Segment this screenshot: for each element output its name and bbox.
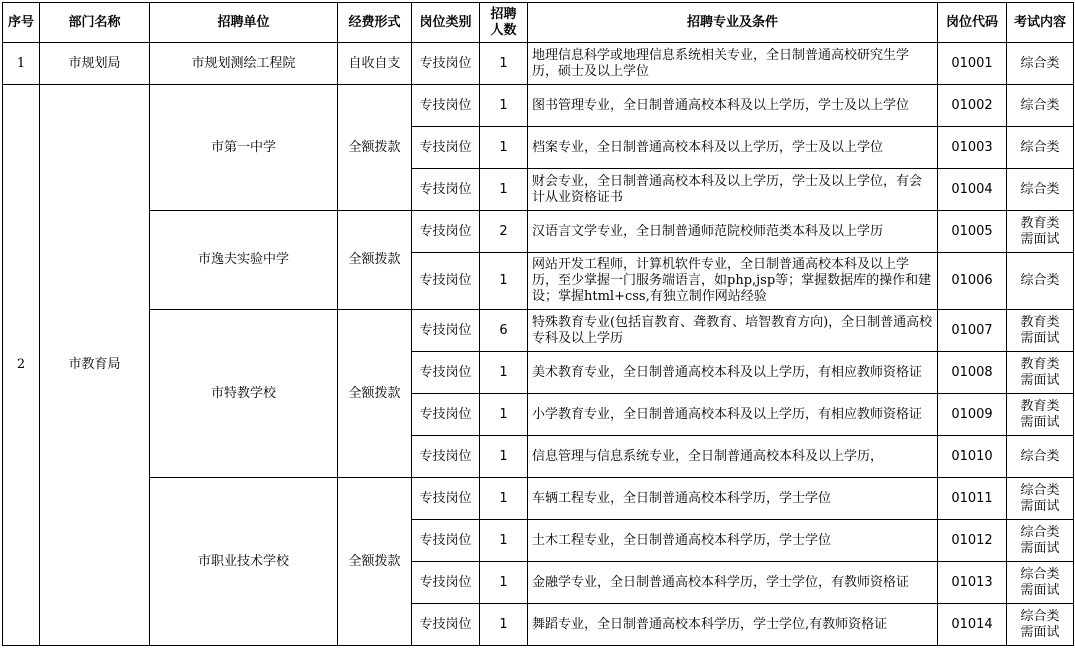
header-code: 岗位代码: [938, 3, 1007, 43]
header-count-line2: 人数: [490, 22, 517, 38]
count-cell: 1: [480, 43, 528, 85]
requirements-cell: 小学教育专业，全日制普通高校本科及以上学历，有相应教师资格证: [528, 394, 938, 436]
unit-cell: 市规划测绘工程院: [150, 43, 338, 85]
count-cell: 6: [480, 310, 528, 352]
dept-cell: 市教育局: [40, 85, 150, 646]
count-cell: 1: [480, 169, 528, 211]
exam-cell: [1007, 310, 1074, 352]
requirements-cell: 美术教育专业，全日制普通高校本科及以上学历，有相应教师资格证: [528, 352, 938, 394]
recruitment-table: [2, 2, 1074, 646]
category-cell: 专技岗位: [412, 520, 480, 562]
count-cell: 1: [480, 394, 528, 436]
exam-line2: 需面试: [1020, 582, 1060, 598]
category-cell: 专技岗位: [412, 127, 480, 169]
funding-cell: 全额拨款: [338, 85, 412, 211]
requirements-cell: 财会专业，全日制普通高校本科及以上学历，学士及以上学位，有会计从业资格证书: [528, 169, 938, 211]
code-cell: 01004: [938, 169, 1007, 211]
count-cell: 2: [480, 211, 528, 253]
header-dept: 部门名称: [40, 3, 150, 43]
requirements-cell: 特殊教育专业(包括盲教育、聋教育、培智教育方向)，全日制普通高校专科及以上学历: [528, 310, 938, 352]
category-cell: 专技岗位: [412, 436, 480, 478]
count-cell: 1: [480, 478, 528, 520]
header-unit: 招聘单位: [150, 3, 338, 43]
exam-cell: [1007, 394, 1074, 436]
exam-line1: 综合类: [1020, 482, 1060, 498]
exam-line1: 教育类: [1020, 356, 1060, 372]
requirements-cell: 地理信息科学或地理信息系统相关专业，全日制普通高校研究生学历，硕士及以上学位: [528, 43, 938, 85]
table-row: [3, 85, 1074, 127]
count-cell: 1: [480, 562, 528, 604]
code-cell: 01009: [938, 394, 1007, 436]
exam-cell: 综合类: [1007, 127, 1074, 169]
count-cell: 1: [480, 604, 528, 646]
category-cell: 专技岗位: [412, 562, 480, 604]
count-cell: 1: [480, 352, 528, 394]
header-funding: 经费形式: [338, 3, 412, 43]
code-cell: 01001: [938, 43, 1007, 85]
category-cell: 专技岗位: [412, 478, 480, 520]
code-cell: 01005: [938, 211, 1007, 253]
code-cell: 01012: [938, 520, 1007, 562]
requirements-cell: 土木工程专业，全日制普通高校本科学历，学士学位: [528, 520, 938, 562]
category-cell: 专技岗位: [412, 85, 480, 127]
exam-line1: 综合类: [1020, 524, 1060, 540]
requirements-cell: 档案专业，全日制普通高校本科及以上学历，学士及以上学位: [528, 127, 938, 169]
header-exam: 考试内容: [1007, 3, 1074, 43]
header-requirements: 招聘专业及条件: [528, 3, 938, 43]
category-cell: 专技岗位: [412, 169, 480, 211]
exam-cell: [1007, 604, 1074, 646]
exam-line2: 需面试: [1020, 372, 1060, 388]
count-cell: 1: [480, 436, 528, 478]
exam-line2: 需面试: [1020, 330, 1060, 346]
table-row: [3, 478, 1074, 520]
code-cell: 01014: [938, 604, 1007, 646]
exam-line2: 需面试: [1020, 624, 1060, 640]
unit-cell: 市特教学校: [150, 310, 338, 478]
funding-cell: 全额拨款: [338, 211, 412, 310]
table-row: [3, 211, 1074, 253]
category-cell: 专技岗位: [412, 43, 480, 85]
header-count: [480, 3, 528, 43]
category-cell: 专技岗位: [412, 394, 480, 436]
requirements-cell: 舞蹈专业，全日制普通高校本科学历，学士学位,有教师资格证: [528, 604, 938, 646]
funding-cell: 全额拨款: [338, 310, 412, 478]
table-row: [3, 43, 1074, 85]
requirements-cell: 信息管理与信息系统专业，全日制普通高校本科及以上学历，: [528, 436, 938, 478]
count-cell: 1: [480, 127, 528, 169]
requirements-cell: 金融学专业，全日制普通高校本科学历，学士学位，有教师资格证: [528, 562, 938, 604]
exam-line1: 综合类: [1020, 566, 1060, 582]
header-row: [3, 3, 1074, 43]
code-cell: 01003: [938, 127, 1007, 169]
code-cell: 01011: [938, 478, 1007, 520]
exam-cell: 综合类: [1007, 253, 1074, 310]
requirements-cell: 汉语言文学专业，全日制普通师范院校师范类本科及以上学历: [528, 211, 938, 253]
header-count-line1: 招聘: [490, 6, 517, 22]
exam-line1: 综合类: [1020, 608, 1060, 624]
exam-line2: 需面试: [1020, 498, 1060, 514]
category-cell: 专技岗位: [412, 310, 480, 352]
exam-cell: [1007, 478, 1074, 520]
exam-cell: 综合类: [1007, 85, 1074, 127]
requirements-cell: 网站开发工程师，计算机软件专业，全日制普通高校本科及以上学历，至少掌握一门服务端语言，如php,jsp等；掌握数据库的操作和建设；掌握html+css,有独立制作网站经验: [528, 253, 938, 310]
requirements-cell: 图书管理专业，全日制普通高校本科及以上学历，学士及以上学位: [528, 85, 938, 127]
header-seq: 序号: [3, 3, 40, 43]
exam-cell: 综合类: [1007, 169, 1074, 211]
code-cell: 01006: [938, 253, 1007, 310]
category-cell: 专技岗位: [412, 253, 480, 310]
count-cell: 1: [480, 85, 528, 127]
dept-cell: 市规划局: [40, 43, 150, 85]
exam-line1: 教育类: [1020, 314, 1060, 330]
exam-line2: 需面试: [1020, 414, 1060, 430]
exam-line1: 教育类: [1020, 398, 1060, 414]
code-cell: 01008: [938, 352, 1007, 394]
exam-cell: [1007, 211, 1074, 253]
unit-cell: 市第一中学: [150, 85, 338, 211]
code-cell: 01010: [938, 436, 1007, 478]
seq-cell: 1: [3, 43, 40, 85]
funding-cell: 全额拨款: [338, 478, 412, 646]
exam-cell: [1007, 520, 1074, 562]
header-category: 岗位类别: [412, 3, 480, 43]
category-cell: 专技岗位: [412, 211, 480, 253]
exam-cell: 综合类: [1007, 436, 1074, 478]
category-cell: 专技岗位: [412, 352, 480, 394]
requirements-cell: 车辆工程专业，全日制普通高校本科学历，学士学位: [528, 478, 938, 520]
count-cell: 1: [480, 253, 528, 310]
exam-cell: [1007, 352, 1074, 394]
exam-line1: 教育类: [1020, 215, 1060, 231]
exam-cell: [1007, 562, 1074, 604]
count-cell: 1: [480, 520, 528, 562]
category-cell: 专技岗位: [412, 604, 480, 646]
exam-line2: 需面试: [1020, 540, 1060, 556]
funding-cell: 自收自支: [338, 43, 412, 85]
code-cell: 01013: [938, 562, 1007, 604]
unit-cell: 市职业技术学校: [150, 478, 338, 646]
exam-line2: 需面试: [1020, 231, 1060, 247]
seq-cell: 2: [3, 85, 40, 646]
unit-cell: 市逸夫实验中学: [150, 211, 338, 310]
code-cell: 01002: [938, 85, 1007, 127]
code-cell: 01007: [938, 310, 1007, 352]
table-row: [3, 310, 1074, 352]
exam-cell: 综合类: [1007, 43, 1074, 85]
